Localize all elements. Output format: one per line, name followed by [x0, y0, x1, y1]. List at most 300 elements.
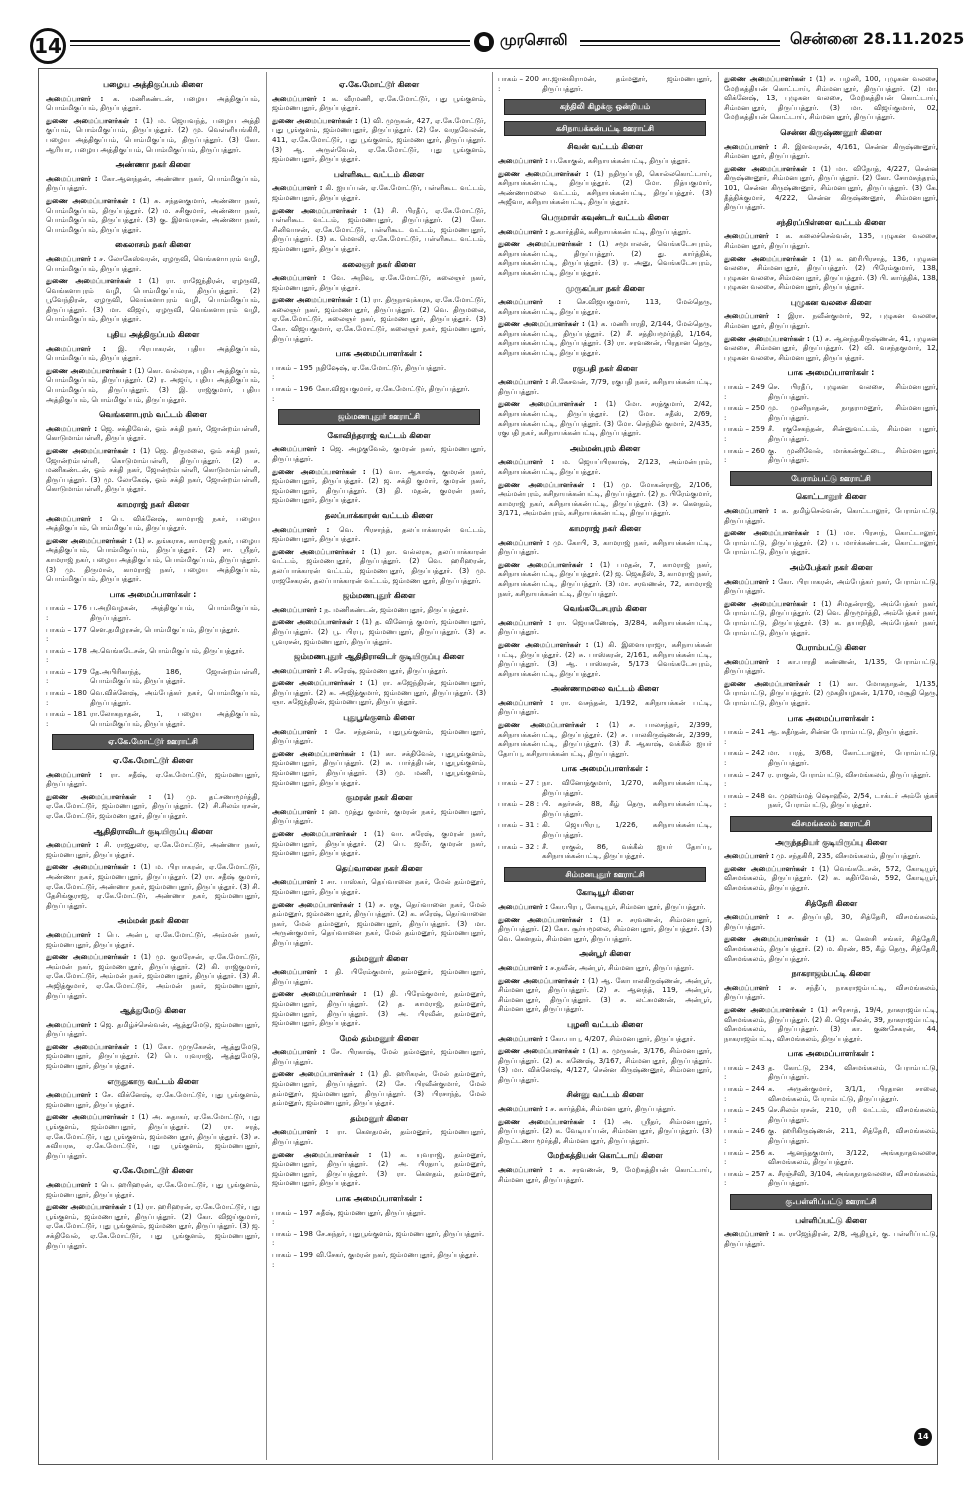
- role-label: துணை அமைப்பாளர்கள் :: [724, 1004, 814, 1014]
- section-heading: காமராஜ் நகர் கிளை: [568, 523, 642, 533]
- role-label: துணை அமைப்பாளர்கள் :: [724, 863, 815, 873]
- role-label: துணை அமைப்பாளர்கள் :: [272, 205, 367, 215]
- section-heading: முருகப்பா நகர் கிளை: [565, 283, 645, 293]
- booth-number: பாகம் – 178 :: [46, 645, 87, 665]
- booth-number: பாகம் – 249 :: [724, 382, 765, 401]
- booth-entry: [272, 1250, 486, 1269]
- role-label: துணை அமைப்பாளர்கள் :: [498, 1116, 596, 1126]
- member-entry: [272, 727, 486, 746]
- member-entry: [498, 227, 712, 237]
- member-names: கோ. பிரபாகரன், அம்பேத்கர் நகர், பேராம்பட்டு, திருப்பத்தூர்.: [724, 576, 938, 596]
- booth-entry: [272, 1229, 486, 1248]
- member-names: சா. பாஸ்கர், தெய்வானை நகர், மேல் தம்மனூர், ஜம்மணபுதூர், திருப்பத்தூர்.: [272, 877, 486, 896]
- member-entry: [498, 239, 712, 277]
- member-entry: [498, 480, 712, 518]
- member-entry: [724, 506, 938, 525]
- section-heading: நாகராஜம்பட்டி கிளை: [791, 969, 871, 979]
- member-names: கி. ஐயப்பன், ஏ.கே.மோட்டூர், பள்ளிகூட வட்டம், ஜம்மணபுதூர், திருப்பத்தூர்.: [272, 183, 486, 202]
- member-names: (1) க. கௌசி சங்கர், சித்தேரி, விசமங்கலம், திருப்பத்தூர். (2) ம. கிரண், 85, கீழ் தெரு, சித்தேரி, விசமங்கலம், திருப்பத்தூர்.: [724, 934, 938, 963]
- section-heading: அருந்ததியர் குடியிருப்பு கிளை: [774, 837, 888, 847]
- role-label: அமைப்பாளர் :: [46, 93, 104, 103]
- member-entry: [272, 666, 486, 676]
- member-entry: [272, 295, 486, 343]
- booth-member: கு. ஹரிகிருஷ்ணன், 211, சித்தேரி, விசமங்கலம், திருப்பத்தூர்.: [768, 1126, 938, 1146]
- booth-entry: [724, 1148, 938, 1167]
- section-heading: பழைய அத்திகுப்பம் கிளை: [103, 80, 203, 89]
- role-label: அமைப்பாளர் :: [724, 1229, 776, 1239]
- member-entry: [46, 174, 260, 193]
- column-divider: [718, 72, 719, 1460]
- member-entry: [498, 377, 712, 396]
- booth-number: பாகம் – 196 :: [272, 384, 313, 403]
- section-heading: சந்திரப்பிள்ளை வட்டம் கிளை: [776, 217, 886, 227]
- booth-member: மு. முனிநாதன், நாதராமனூர், சிம்மனபுதூர், திருப்பத்தூர்.: [768, 403, 938, 422]
- role-label: துணை அமைப்பாளர்கள் :: [46, 1041, 138, 1051]
- role-label: அமைப்பாளர் :: [498, 226, 548, 236]
- role-label: துணை அமைப்பாளர்கள் :: [498, 319, 585, 329]
- booth-entry: [46, 646, 260, 665]
- section-heading: அண்ணாமலை வட்டம் கிளை: [551, 684, 659, 694]
- member-names: (1) ரா. ராஜேந்திரன், ஏழருவி, வெங்களாபுரம் வழி, பொம்மிகுப்பம், திருப்பத்தூர். (2) பூவேந்திரன், ஏழருவி, வெங்களாபுரம் வழி, பொம்மிகுப்பம், திருப்பத்தூர். (3) மா. விஜய், ஏழருவி, வெங்களாபுரம் வழி, பொம்மிகுப்பம், திருப்பத்தூர்.: [46, 276, 260, 324]
- role-label: துணை அமைப்பாளர்கள் :: [724, 528, 820, 538]
- column-4: [724, 74, 938, 1459]
- booth-member: நதிஷேஷ், ஏ.கே.மோட்டூர், திருப்பத்தூர்.: [316, 362, 447, 372]
- member-names: (1) ம. ஜெயவந்த், பழைய அத்தி குப்பம், பொம்மிகுப்பம், திருப்பத்தூர். (2) மு. வெள்ளியங்கிரி, பழைய அத்திகுப்பம், பொம்மிகுப்பம், திருப்பத்தூர். (3) கோ. ஆரியா, பழைய அத்திகுப்பம், பொம்மிகுப்பம், திருப்பத்தூர்.: [46, 115, 260, 154]
- role-label: அமைப்பாளர் :: [272, 726, 328, 736]
- booth-member: க. சீரஞ்சீவி, 3/104, அங்கநாதவலசை, விசமங்கலம், திருப்பத்தூர்.: [768, 1168, 938, 1188]
- member-names: (1) மா. விநோத், 4/227, சென்ன கிருஷ்ணனூர், சிம்மனபுதூர், திருப்பத்தூர். (2) கோ. சோமசுந்தரம், 101, சென்ன கிருஷ்ணனூர், சிம்மனபுதூர், திருப்பத்தூர். (3) கே. தீத்திக்குமார், 4/222, சென்ன கிருஷ்ணனூர், சிம்மனபுதூர், திருப்பத்தூர்.: [724, 163, 938, 212]
- member-names: (1) வெங்கடேசன், 572, கோடியூர், விசமங்கலம், திருப்பத்தூர். (2) சு. கதிர்வேல், 592, கோடியூர், விசமங்கலம், திருப்பத்தூர்.: [724, 863, 938, 892]
- member-names: பெ. ஹரிஹரன், ஏ.கே.மோட்டூர், புது பூங்குளம், ஜம்மணபுதூர், திருப்பத்தூர்.: [46, 1180, 260, 1199]
- role-label: துணை அமைப்பாளர்கள் :: [46, 535, 133, 545]
- section-heading: ஏ.கே.மோட்டூர் கிளை: [112, 1166, 194, 1176]
- booth-number: பாகம் – 27 :: [498, 778, 539, 788]
- member-entry: [498, 915, 712, 944]
- member-names: சி.கேசவன், 7/79, ரகுபதி நகர், கசிநாயக்கன்பட்டி, திருப்பத்தூர்.: [498, 377, 712, 396]
- section-heading: சிவன் வட்டம் கிளை: [567, 142, 643, 152]
- member-entry: [272, 1150, 486, 1188]
- member-names: கோ.பாபு, 4/207, சிம்மனபுதூர், திருப்பத்தூர்.: [550, 1033, 696, 1043]
- section-heading: ஏ.கே.மோட்டூர் கிளை: [112, 756, 194, 766]
- booth-entry: [498, 799, 712, 818]
- booth-entry: [724, 1126, 938, 1145]
- member-names: ச. சந்தீப், நாகராஜம்பட்டி, விசமங்கலம், திருப்பத்தூர்.: [724, 982, 938, 1002]
- member-names: ச.நவீன், அன்பூர், சிம்மனபுதூர், திருப்பத்தூர்.: [550, 962, 694, 972]
- member-entry: [272, 273, 486, 292]
- role-label: துணை அமைப்பாளர்கள் :: [46, 952, 137, 962]
- role-label: அமைப்பாளர் :: [724, 912, 780, 922]
- role-label: துணை அமைப்பாளர்கள் :: [272, 1069, 363, 1079]
- role-label: அமைப்பாளர் :: [272, 524, 330, 534]
- member-names: (1) ச. பாலசந்தர், 2/399, கசிநாயக்கன்பட்டி, திருப்பத்தூர். (2) ச. பாலகிருஷ்ணன், 2/399, கசிநாயக்கன்பட்டி, திருப்பத்தூர். (3) சீ. ஆகாஷ், வக்கீல் ஐயர் தோப்பு, கசிநாயக்கன்பட்டி, திருப்பத்தூர்.: [498, 720, 712, 758]
- booth-entry: [46, 625, 260, 644]
- member-names: (1) ச. பழனி, 100, புழுகன வலசை, மேற்கத்தியன் கொட்டாய், சிம்மனபுதூர், திருப்பத்தூர். (2) மா. விக்னேஷ், 13, புழுகன வலசை, மேற்கத்தியன் கொட்டாய், சிம்மனபுதூர், திருப்பத்தூர். (3) மா. விஜய்குமார், 02, மேற்கத்தியன் கொட்டாய், சிம்மனபுதூர், திருப்பத்தூர்.: [724, 74, 938, 122]
- booth-number: பாகம் – 244 :: [724, 1084, 765, 1103]
- member-names: (1) ரா. ஹரிஹரன், ஏ.கே.மோட்டூர், புது பூங்குளம், ஜம்மணபுதூர், திருப்பத்தூர். (2) கோ. விஜய்குமார், ஏ.கே.மோட்டூர், புது பூங்குளம், ஜம்மணபுதூர், திருப்பத்தூர். (3) ஜ. சக்திவேல், ஏ.கே.மோட்டூர், புது பூங்குளம், ஜம்மணபுதூர், திருப்பத்தூர்.: [46, 1202, 260, 1250]
- section-heading: பாக அமைப்பாளர்கள் :: [335, 1194, 423, 1203]
- member-entry: [724, 599, 938, 637]
- member-entry: [724, 528, 938, 557]
- member-names: ம. ஜெயப்பிரகாஷ், 2/123, அம்மன்புரம், கசிநாயக்கன்பட்டி, திருப்பத்தூர்.: [498, 457, 712, 476]
- member-names: ஜெ. அழகுவேல், குமரன் நகர், ஜம்மணபுதூர், திருப்பத்தூர்.: [272, 444, 486, 463]
- booth-entry: [46, 667, 260, 686]
- member-names: சே. சந்தனம், புதுபூங்குளம், ஜம்மணபுதூர், திருப்பத்தூர்.: [272, 726, 486, 746]
- booth-entry: [724, 1084, 938, 1103]
- member-entry: [724, 334, 938, 363]
- page-number-badge: 14: [30, 28, 66, 64]
- member-entry: [272, 1069, 486, 1107]
- role-label: துணை அமைப்பாளர்கள் :: [46, 446, 136, 455]
- role-label: அமைப்பாளர் :: [46, 343, 106, 353]
- role-label: அமைப்பாளர் :: [46, 173, 98, 183]
- role-label: துணை அமைப்பாளர்கள் :: [498, 639, 589, 649]
- member-names: க. மணிகண்டன், பழைய அத்திகுப்பம், பொம்மிகுப்பம், திருப்பத்தூர்.: [46, 93, 260, 113]
- member-names: ரா. கௌதமன், தம்மனூர், ஜம்மணபுதூர், திருப்பத்தூர்.: [272, 1127, 486, 1147]
- member-names: (1) வா. சுரேஷ், குமரன் நகர், ஜம்மணபுதூர், திருப்பத்தூர். (2) பெ. ஜமீர், குமரன் நகர், ஜம்மணபுதூர், திருப்பத்தூர்.: [272, 829, 486, 858]
- booth-number: பாகம் – 195 :: [272, 362, 313, 382]
- member-entry: [46, 1090, 260, 1109]
- role-label: அமைப்பாளர் :: [498, 1165, 553, 1175]
- role-label: அமைப்பாளர் :: [498, 617, 552, 627]
- section-heading: தம்மனூர் கிளை: [350, 953, 408, 963]
- member-names: (1) ஆ. கோபாலகிருஷ்ணன், அன்பூர், சிம்மனபுதூர், திருப்பத்தூர். (2) ச. ஆனந்த், 119, அன்பூர், சிம்மனபுதூர், திருப்பத்தூர். (3) ச. லட்சுமணன், அன்பூர், சிம்மனபுதூர், திருப்பத்தூர்.: [498, 975, 712, 1014]
- member-names: (1) க. ஹரிபிரசாத், 136, புழுகன வலசை, சிம்மனபுதூர், திருப்பத்தூர். (2) பிரேம்குமார், 138, புழுகன வலசை, சிம்மனபுதூர், திருப்பத்தூர். (3) பி. கார்த்திக், 138, புழுகன வலசை, சிம்மனபுதூர், திருப்பத்தூர்.: [724, 253, 938, 292]
- role-label: துணை அமைப்பாளர்கள் :: [724, 333, 810, 343]
- section-heading: அன்பூர் கிளை: [579, 949, 631, 959]
- booth-number: பாகம் – 199 :: [272, 1249, 313, 1269]
- member-names: ரா. வசந்தன், 1/192, கசிநாயக்கன் பட்டி, திருப்பத்தூர்.: [498, 697, 712, 717]
- booth-member: வ. முஹம்மத் ஷொஹீல், 2/54, டாக்டர் அம்பேத்கர் நகர், பேராம்பட்டு, திருப்பத்தூர்.: [768, 790, 938, 810]
- booth-number: பாகம் – 256 :: [724, 1147, 765, 1167]
- section-heading: புழுகன வலசை கிளை: [790, 297, 872, 307]
- booth-member: செ.சிலம்பரசன், 210, ரரி வட்டம், விசமங்கலம், திருப்பத்தூர்.: [768, 1105, 938, 1124]
- booth-entry: [724, 770, 938, 789]
- booth-number: பாகம் – 246 :: [724, 1126, 765, 1146]
- booth-entry: [724, 1169, 938, 1188]
- member-names: இரா. நவீன்குமார், 92, புழுகன வலசை, சிம்மனபுதூர், திருப்பத்தூர்.: [724, 311, 938, 331]
- member-entry: [498, 1046, 712, 1084]
- member-entry: [498, 1165, 712, 1184]
- booth-entry: [498, 74, 712, 93]
- section-heading: பேராம்பட்டு கிளை: [796, 643, 866, 653]
- member-entry: [498, 902, 712, 912]
- member-entry: [498, 618, 712, 637]
- member-names: கோ.பிரபு, கோடியூர், சிம்மனபுதூர், திருப்பத்தூர்.: [550, 901, 706, 911]
- role-label: துணை அமைப்பாளர்கள் :: [272, 829, 367, 838]
- member-entry: [272, 617, 486, 646]
- member-names: ஜெ. சக்திவேல், ஓம் சக்தி நகர், ஜோன்றம்பள்ளி, கொடுமாம்பள்ளி, திருப்பத்தூர்.: [46, 423, 260, 443]
- section-heading: ஜம்மணபுதூர் ஆதிதிராவிடர் குடியிருப்பு கிளை: [293, 652, 465, 662]
- booth-entry: [724, 1063, 938, 1082]
- member-names: (1) வி. முருகன், 427, ஏ.கே.மோட்டூர், புது பூங்குளம், ஜம்மணபுதூர், திருப்பத்தூர். (2) சே. வரதவேலன், 411, ஏ.கே.மோட்டூர், புது பூங்குளம், ஜம்மணபுதூர், திருப்பத்தூர். (3) ஆ. அருள்வேல், ஏ.கே.மோட்டூர், புது பூங்குளம், ஜம்மணபுதூர், திருப்பத்தூர்.: [272, 115, 486, 164]
- member-entry: [272, 749, 486, 787]
- role-label: அமைப்பாளர் :: [272, 806, 325, 816]
- booth-entry: [46, 688, 260, 707]
- member-entry: [272, 877, 486, 896]
- member-entry: [498, 963, 712, 973]
- booth-member: கு. முனிவேல், மாக்கன்குட்டை, சிம்மனபுதூர், திருப்பத்தூர்.: [768, 445, 938, 465]
- section-heading: பெருமாள் கவுண்டர் வட்டம் கிளை: [541, 212, 669, 222]
- booth-member: சீ. ராகுல், 86, வக்கீல் ஐயர் தோப்பு, கசிநாயக்கன்பட்டி, திருப்பத்தூர்.: [542, 841, 712, 861]
- section-heading: புழனி வட்டம் கிளை: [567, 1019, 643, 1029]
- panchayat-banner: ஜம்மணபுதூர் ஊராட்சி: [278, 409, 480, 425]
- member-entry: [724, 577, 938, 596]
- member-names: (1) சபிரசாத், 19/4, நாகராஜம்பட்டி, விசமங்கலம், திருப்பத்தூர். (2) கி. ஜெயசீலன், 39, நாகராஜம்பட்டி, விசமங்கலம், திருப்பத்தூர். (3) கா. குணசேகரன், 44, நாகராஜம்பட்டி, விசமங்கலம், திருப்பத்தூர்.: [724, 1004, 938, 1043]
- section-heading: கோவிந்தராஜ் வட்டம் கிளை: [327, 430, 431, 440]
- member-names: ச. கார்த்திக், சிம்மனபுதூர், திருப்பத்தூர்.: [550, 1104, 676, 1114]
- role-label: துணை அமைப்பாளர்கள் :: [272, 466, 366, 476]
- member-names: (1) சிமதன்ராஜ், அம்பேத்கர் நகர், பேராம்பட்டு, திருப்பத்தூர். (2) வெ. திருமூர்த்தி, அம்பேத்கர் நகர், பேராம்பட்டு, திருப்பத்தூர். (3) க. தயாநிதி, அம்பேத்கர் நகர், பேராம்பட்டு, திருப்பத்தூர்.: [724, 598, 938, 637]
- panchayat-banner: கசிநாயக்கன்பட்டி ஊராட்சி: [504, 121, 706, 137]
- role-label: துணை அமைப்பாளர்கள் :: [272, 295, 358, 305]
- role-label: துணை அமைப்பாளர்கள் :: [498, 1046, 586, 1056]
- member-names: (1) கி. இளையராஜா, கசிநாயக்கன் பட்டி, திருப்பத்தூர். (2) சு. பாஸ்கரன், 2/161, கசிநாயக்கன்பட்டி, திருப்பத்தூர். (3) ஆ. பாஸ்கரன், 5/173 வெங்கடேசபுரம், கசிநாயக்கன்பட்டி, திருப்பத்தூர்.: [498, 639, 712, 678]
- member-names: (1) கொ. வல்லரசு, புதிய அத்திகுப்பம், பொம்மிகுப்பம், திருப்பத்தூர். (2) ர. அஜய், புதிய அத்திகுப்பம், பொம்மிகுப்பம், திருப்பத்தூர். (3) இ. ராஜ்குமார், புதிய அத்திகுப்பம், பொம்மிகுப்பம், திருப்பத்தூர்.: [46, 365, 260, 404]
- member-names: (1) தி. ஹரிகரன், மேல் தம்மனூர், ஜம்மணபுதூர், திருப்பத்தூர். (2) சே. பிரவீன்குமார், மேல் தம்மனூர், ஜம்மணபுதூர், திருப்பத்தூர். (3) பிரசாந்த், மேல் தம்மனூர், ஜம்மணபுதூர், திருப்பத்தூர்.: [272, 1069, 486, 1108]
- member-names: (1) க. முருகன், 3/176, சிம்மனபுதூர், திருப்பத்தூர். (2) சு. கணேஷ், 3/167, சிம்மனபுதூர், திருப்பத்தூர். (3) மா. விக்னேஷ், 4/127, சென்ன கிருஷ்ணனூர், சிம்மனபுதூர், திருப்பத்தூர்.: [498, 1046, 712, 1084]
- panchayat-banner: சிம்மனபுதூர் ஊராட்சி: [504, 867, 706, 883]
- member-names: (1) அ. சுதாகர், ஏ.கே.மோட்டூர், புது பூங்குளம், ஜம்மணபுதூர், திருப்பத்தூர். (2) ரா. சரத், ஏ.கே.மோட்டூர், புது பூங்குளம், ஜம்மணபுதூர், திருப்பத்தூர். (3) ச. சுவியரசு, ஏ.கே.மோட்டூர், புது பூங்குளம், ஜம்மணபுதூர், திருப்பத்தூர்.: [46, 1112, 260, 1160]
- booth-member: த. கோட்டு, 234, விசமங்கலம், பேராம்பட்டு, திருப்பத்தூர்.: [768, 1062, 938, 1082]
- booth-number: பாகம் – 32 :: [498, 841, 539, 851]
- role-label: துணை அமைப்பாளர்கள் :: [272, 678, 363, 688]
- role-label: அமைப்பாளர் :: [498, 697, 554, 707]
- booth-member: சா.ஜானகிராமன், தம்மனூர், ஜம்மணபுதூர், திருப்பத்தூர்.: [542, 74, 712, 93]
- booth-entry: [724, 748, 938, 767]
- masthead-rule: [70, 40, 470, 42]
- member-entry: [46, 94, 260, 113]
- member-entry: [272, 94, 486, 113]
- member-entry: [46, 254, 260, 273]
- role-label: அமைப்பாளர் :: [46, 1090, 98, 1100]
- member-names: (1) மோ. சரத்குமார், 2/42, கசிநாயக்கன்பட்டி, திருப்பத்தூர். (2) மோ. சதீஸ், 2/69, கசிநாயக்கன்பட்டி, திருப்பத்தூர். (3) மோ. செந்தில் குமார், 2/435, ரகுபதி நகர், கசிநாயக்கன்பட்டி, திருப்பத்தூர்.: [498, 399, 712, 438]
- booth-entry: [498, 778, 712, 797]
- member-entry: [498, 1104, 712, 1114]
- member-entry: [46, 840, 260, 859]
- role-label: துணை அமைப்பாளர்கள் :: [272, 617, 359, 627]
- footer-page-number: 14: [914, 1428, 932, 1446]
- member-entry: [724, 679, 938, 708]
- member-entry: [272, 829, 486, 858]
- role-label: துணை அமைப்பாளர்கள் :: [46, 115, 138, 125]
- member-entry: [272, 900, 486, 948]
- member-names: (1) வா. ஆகாஷ், குமரன் நகர், ஜம்மணபுதூர், திருப்பத்தூர். (2) ஜ. சக்தி குமார், குமரன் நகர், ஜம்மணபுதூர், திருப்பத்தூர். (3) தி. மதன், குமரன் நகர், ஜம்மணபுதூர், திருப்பத்தூர்.: [272, 466, 486, 505]
- booth-member: நா. வினோத்குமார், 1/270, கசிநாயக்கன்பட்டி, திருப்பத்தூர்.: [542, 778, 712, 797]
- member-entry: [498, 976, 712, 1014]
- section-heading: வெங்கடேசபுரம் கிளை: [563, 604, 647, 614]
- role-label: அமைப்பாளர் :: [272, 877, 324, 887]
- member-entry: [498, 640, 712, 678]
- member-names: (1) க. யுவராஜ், தம்மனூர், ஜம்மணபுதூர், திருப்பத்தூர். (2) அ. பிரதாப், தம்மனூர், ஜம்மணபுதூர், திருப்பத்தூர். (3) ரா. கௌதம், தம்மனூர், ஜம்மணபுதூர், திருப்பத்தூர்.: [272, 1149, 486, 1188]
- panchayat-banner: ஏ.கே.மோட்டூர் ஊராட்சி: [52, 734, 254, 750]
- section-heading: தெய்வானை நகர் கிளை: [335, 863, 423, 873]
- role-label: அமைப்பாளர் :: [498, 457, 554, 467]
- booth-member: வி.சேகர், குமரன் நகர், ஜம்மணபுதூர், திருப்பத்தூர்.: [316, 1249, 479, 1259]
- booth-number: பாகம் – 198 :: [272, 1228, 313, 1248]
- booth-member: ர. ராகுல், பேராம்பட்டு, விசமங்கலம், திருப்பத்தூர்.: [768, 769, 931, 779]
- member-entry: [272, 444, 486, 463]
- booth-member: க. அருண்குமார், 3/1/1, பிரதான சாலை, விசமங்கலம், பேராம்பட்டு, திருப்பத்தூர்.: [768, 1084, 938, 1103]
- section-heading: கைலாசம் நகர் கிளை: [115, 240, 191, 250]
- section-heading: பாக அமைப்பாளர்கள் :: [109, 589, 197, 599]
- member-entry: [498, 169, 712, 207]
- role-label: துணை அமைப்பாளர்கள் :: [724, 598, 816, 608]
- member-entry: [724, 1005, 938, 1043]
- role-label: துணை அமைப்பாளர்கள் :: [46, 1202, 132, 1212]
- member-entry: [724, 983, 938, 1002]
- masthead-rule: [70, 45, 470, 46]
- member-entry: [46, 446, 260, 494]
- section-heading: பாக அமைப்பாளர்கள் :: [787, 1049, 875, 1059]
- member-entry: [724, 74, 938, 122]
- section-heading: மேல் தம்மனூர் கிளை: [339, 1033, 419, 1043]
- member-entry: [498, 538, 712, 557]
- role-label: அமைப்பாளர் :: [46, 423, 98, 433]
- member-names: (1) நதிருப்பதி, கொல்லகொட்டாய், கசிநாயக்கன்பட்டி, திருப்பத்தூர். (2) மோ. நித்யகுமார், அண்ணாமலை வட்டம், கசிநாயக்கன்பட்டி, திருப்பத்தூர். (3) அஜீவா, கசிநாயக்கன்பட்டி, திருப்பத்தூர்.: [498, 168, 712, 207]
- role-label: அமைப்பாளர் :: [498, 1033, 548, 1043]
- booth-number: பாகம் – 247 :: [724, 769, 765, 789]
- member-names: (1) ச. ரகு, தெய்வானை நகர், மேல் தம்மனூர், ஜம்மணபுதூர், திருப்பத்தூர். (2) க. சுரேஷ், தெய்வானை நகர், மேல் தம்மனூர், ஜம்மணபுதூர், திருப்பத்தூர். (3) மா. அருண்குமார், தெய்வானை நகர், மேல் தம்மனூர், ஜம்மணபுதூர், திருப்பத்தூர்.: [272, 899, 486, 947]
- booth-entry: [724, 791, 938, 810]
- booth-member: செ. பிரதீப், புழுகன வலசை, சிம்மனபுதூர், திருப்பத்தூர்.: [768, 382, 938, 401]
- member-entry: [46, 196, 260, 234]
- member-names: (1) ச. தங்கராசு, காமராஜ் நகர், பழைய அத்திகுப்பம், பொம்மிகுப்பம், திருப்பத்தூர். (2) சா. ஸ்ரீதர், காமராஜ் நகர், பழைய அத்திகுப்பம், பொம்மிகுப்பம், திருப்பத்தூர். (3) மு. திருமால், காமராஜ் நகர், பழைய அத்திகுப்பம், பொம்மிகுப்பம், திருப்பத்தூர்.: [46, 535, 260, 584]
- role-label: துணை அமைப்பாளர்கள் :: [272, 989, 367, 999]
- role-label: அமைப்பாளர் :: [272, 1127, 329, 1137]
- member-entry: [272, 605, 486, 615]
- member-entry: [498, 560, 712, 598]
- panchayat-banner: கு.பள்ளிப்பட்டு ஊராட்சி: [730, 1194, 932, 1210]
- member-names: (1) ச. ஆனந்தகிருஷ்ணன், 41, புழுகன வலசை, சிம்மனபுதூர், திருப்பத்தூர். (2) வி. வசந்தகுமார், 12, புழுகன வலசை, சிம்மனபுதூர், திருப்பத்தூர்.: [724, 333, 938, 362]
- booth-member: ஆ. சுதீர்தன், சின்ன பேராம்பட்டு, திருப்பத்தூர்.: [768, 727, 919, 737]
- member-names: (1) ரா. திருநாவுக்கரசு, ஏ.கே.மோட்டூர், கலைஞர் நகர், ஜம்மணபுதூர், திருப்பத்தூர். (2) வெ. திருமலை, ஏ.கே.மோட்டூர், கலைஞர் நகர், ஜம்மணபுதூர், திருப்பத்தூர். (3) கோ. விஜயகுமார், ஏ.கே.மோட்டூர், கலைஞர் நகர், ஜம்மணபுதூர், திருப்பத்தூர்.: [272, 295, 486, 343]
- member-entry: [46, 116, 260, 154]
- member-names: (1) கோ. முருகேசன், ஆத்துமேடு, ஜம்மணபுதூர், திருப்பத்தூர். (2) பெ. யுவராஜ், ஆத்துமேடு, ஜம்மணபுதூர், திருப்பத்தூர்.: [46, 1041, 260, 1071]
- role-label: அமைப்பாளர் :: [724, 576, 775, 586]
- member-names: (1) தா. வல்லரசு, தலப்பாக்காரன் வட்டம், ஜம்மணபுதூர், திருப்பத்தூர். (2) வெ. ஹரிஹரன், தலப்பாக்காரன் வட்டம், ஜம்மணபுதூர், திருப்பத்தூர். (3) மு. ராஜசேகரன், தலப்பாக்காரன் வட்டம், ஜம்மணபுதூர், திருப்பத்தூர்.: [272, 546, 486, 585]
- booth-member: வெ.விக்னேஷ், அம்பேத்கர் நகர், பொம்மிகுப்பம், திருப்பத்தூர்.: [90, 688, 260, 707]
- role-label: துணை அமைப்பாளர்கள் :: [498, 720, 599, 730]
- booth-entry: [724, 446, 938, 465]
- member-names: (1) ஜெ. திருமலை, ஓம் சக்தி நகர், ஜோன்றம்பள்ளி, கொடுமாம்பள்ளி, திருப்பத்தூர். (2) ச. மணிகண்டன், ஓம் சக்தி நகர், ஜோன்றம்பள்ளி, கொடுமாம்பள்ளி, திருப்பத்தூர். (3) மு. லோகேஷ், ஓம் சக்தி நகர், ஜோன்றம்பள்ளி, கொடுமாம்பள்ளி, திருப்பத்தூர்.: [46, 446, 260, 494]
- member-entry: [724, 164, 938, 212]
- section-heading: ஜம்மணபுதூர் கிளை: [342, 591, 416, 601]
- role-label: அமைப்பாளர் :: [46, 253, 97, 263]
- newspaper-name: முரசொலி: [500, 31, 568, 49]
- role-label: அமைப்பாளர் :: [498, 1104, 548, 1114]
- member-entry: [272, 206, 486, 254]
- member-names: த.கார்த்திக், கசிநாயக்கன்பட்டி, திருப்பத்தூர்.: [550, 226, 692, 236]
- member-entry: [498, 457, 712, 476]
- role-label: அமைப்பாளர் :: [724, 851, 774, 861]
- section-heading: பள்ளிப்பட்டு கிளை: [795, 1215, 867, 1225]
- member-entry: [46, 366, 260, 404]
- role-label: துணை அமைப்பாளர்கள் :: [498, 239, 592, 249]
- role-label: அமைப்பாளர் :: [498, 901, 548, 911]
- booth-member: தே.அபிரிகாந்த், 186, ஜோன்றம்பள்ளி, பொம்மிகுப்பம், திருப்பத்தூர்.: [90, 666, 260, 686]
- member-names: பெ. அன்பு, ஏ.கே.மோட்டூர், அம்மன் நகர், ஜம்மணபுதூர், திருப்பத்தூர்.: [46, 929, 260, 949]
- member-entry: [724, 231, 938, 250]
- role-label: அமைப்பாளர் :: [46, 513, 103, 523]
- member-entry: [46, 770, 260, 789]
- member-names: வே. அறிவு, ஏ.கே.மோட்டூர், கலைஞர் நகர், ஜம்மணபுதூர், திருப்பத்தூர்.: [272, 273, 486, 292]
- booth-number: பாகம் – 200 :: [498, 74, 539, 93]
- booth-entry: [272, 1208, 486, 1227]
- section-heading: சித்தேரி கிளை: [804, 898, 858, 908]
- section-heading: புதிய அத்திகுப்பம் கிளை: [106, 330, 200, 340]
- panchayat-banner: பேராம்பட்டு ஊராட்சி: [730, 471, 932, 487]
- member-entry: [46, 276, 260, 324]
- section-heading: பாக அமைப்பாளர்கள் :: [335, 349, 423, 359]
- role-label: அமைப்பாளர் :: [46, 840, 99, 850]
- booth-member: ப.அறிவழகன், அத்திகுப்பம், பொம்மிகுப்பம், திருப்பத்தூர்.: [90, 603, 260, 622]
- role-label: துணை அமைப்பாளர்கள் :: [46, 791, 152, 801]
- role-label: அமைப்பாளர் :: [46, 1019, 97, 1029]
- city-date: சென்னை 28.11.2025: [790, 29, 965, 48]
- role-label: அமைப்பாளர் :: [724, 982, 782, 992]
- booth-member: கி. ஜெயபிரபு, 1/226, கசிநாயக்கன்பட்டி, திருப்பத்தூர்.: [542, 820, 712, 839]
- panchayat-banner: விசமங்கலம் ஊராட்சி: [730, 816, 932, 832]
- booth-number: பாகம் – 242 :: [724, 748, 765, 768]
- role-label: துணை அமைப்பாளர்கள் :: [46, 862, 136, 872]
- role-label: அமைப்பாளர் :: [272, 183, 323, 193]
- booth-entry: [498, 842, 712, 861]
- member-entry: [498, 399, 712, 437]
- role-label: அமைப்பாளர் :: [724, 505, 777, 515]
- section-heading: பாக அமைப்பாளர்கள் :: [787, 713, 875, 723]
- role-label: துணை அமைப்பாளர்கள் :: [724, 934, 819, 944]
- member-entry: [724, 657, 938, 676]
- member-entry: [724, 311, 938, 330]
- member-entry: [46, 424, 260, 443]
- booth-number: பாகம் – 245 :: [724, 1105, 765, 1124]
- member-names: ப.கோகுல், கசிநாயக்கன்பட்டி, திருப்பத்தூர்.: [550, 155, 691, 165]
- member-entry: [272, 467, 486, 505]
- member-entry: [498, 156, 712, 166]
- member-names: ஜெ. தமிழ்ச்செல்வன், ஆத்துமேடு, ஜம்மணபுதூர், திருப்பத்தூர்.: [46, 1019, 260, 1039]
- member-names: க. ராஜேந்திரன், 2/8, ஆதியூர், கு. பள்ளிப்பட்டு, திருப்பத்தூர்.: [724, 1229, 938, 1248]
- member-names: தி. பிரேம்குமார், தம்மனூர், ஜம்மணபுதூர், திருப்பத்தூர்.: [272, 967, 486, 986]
- booth-number: பாகம் – 250 :: [724, 403, 765, 422]
- section-heading: பள்ளிகூட வட்டம் கிளை: [333, 169, 425, 179]
- role-label: துணை அமைப்பாளர்கள் :: [724, 253, 816, 263]
- section-heading: அம்மன் நகர் கிளை: [117, 916, 189, 926]
- role-label: அமைப்பாளர் :: [46, 1180, 98, 1189]
- booth-member: ரா.லோகநாதன், 1, பழைய அத்திகுப்பம், பொம்மிகுப்பம், திருப்பத்தூர்.: [90, 709, 260, 728]
- member-entry: [498, 1034, 712, 1044]
- column-1: [46, 74, 260, 1459]
- member-names: வெ. பிரசாந்த், தலப்பாக்காரன் வட்டம், ஜம்மணபுதூர், திருப்பத்தூர்.: [272, 524, 486, 544]
- member-entry: [724, 1229, 938, 1248]
- member-names: (1) ச. சரவணன், சிம்மனபுதூர், திருப்பத்தூர். (2) கோ. சூர்யமூலை, சிம்மனபுதூர், திருப்பத்தூர். (3) வெ. கௌதம், சிம்மனபுதூர், திருப்பத்தூர்.: [498, 914, 712, 943]
- booth-number: பாகம் – 180 :: [46, 688, 87, 707]
- member-names: ச. திருப்பதி, 30, சித்தேரி, விசமங்கலம், திருப்பத்தூர்.: [724, 912, 938, 931]
- member-entry: [724, 142, 938, 161]
- role-label: துணை அமைப்பாளர்கள் :: [498, 399, 597, 409]
- role-label: துணை அமைப்பாளர்கள் :: [272, 115, 358, 125]
- member-entry: [724, 851, 938, 861]
- member-names: செ.விஜயகுமார், 113, மேல்தெரு, கசிநாயக்கன்பட்டி, திருப்பத்தூர்.: [498, 297, 712, 316]
- booth-number: பாகம் – 243 :: [724, 1062, 765, 1082]
- masthead: [30, 29, 965, 64]
- booth-number: பாகம் – 179 :: [46, 666, 87, 686]
- member-entry: [46, 1020, 260, 1039]
- member-entry: [272, 989, 486, 1027]
- section-heading: சின்னு வட்டம் கிளை: [566, 1090, 644, 1100]
- role-label: அமைப்பாளர் :: [272, 273, 326, 283]
- role-label: அமைப்பாளர் :: [272, 1047, 326, 1057]
- booth-number: பாகம் – 28 :: [498, 799, 539, 809]
